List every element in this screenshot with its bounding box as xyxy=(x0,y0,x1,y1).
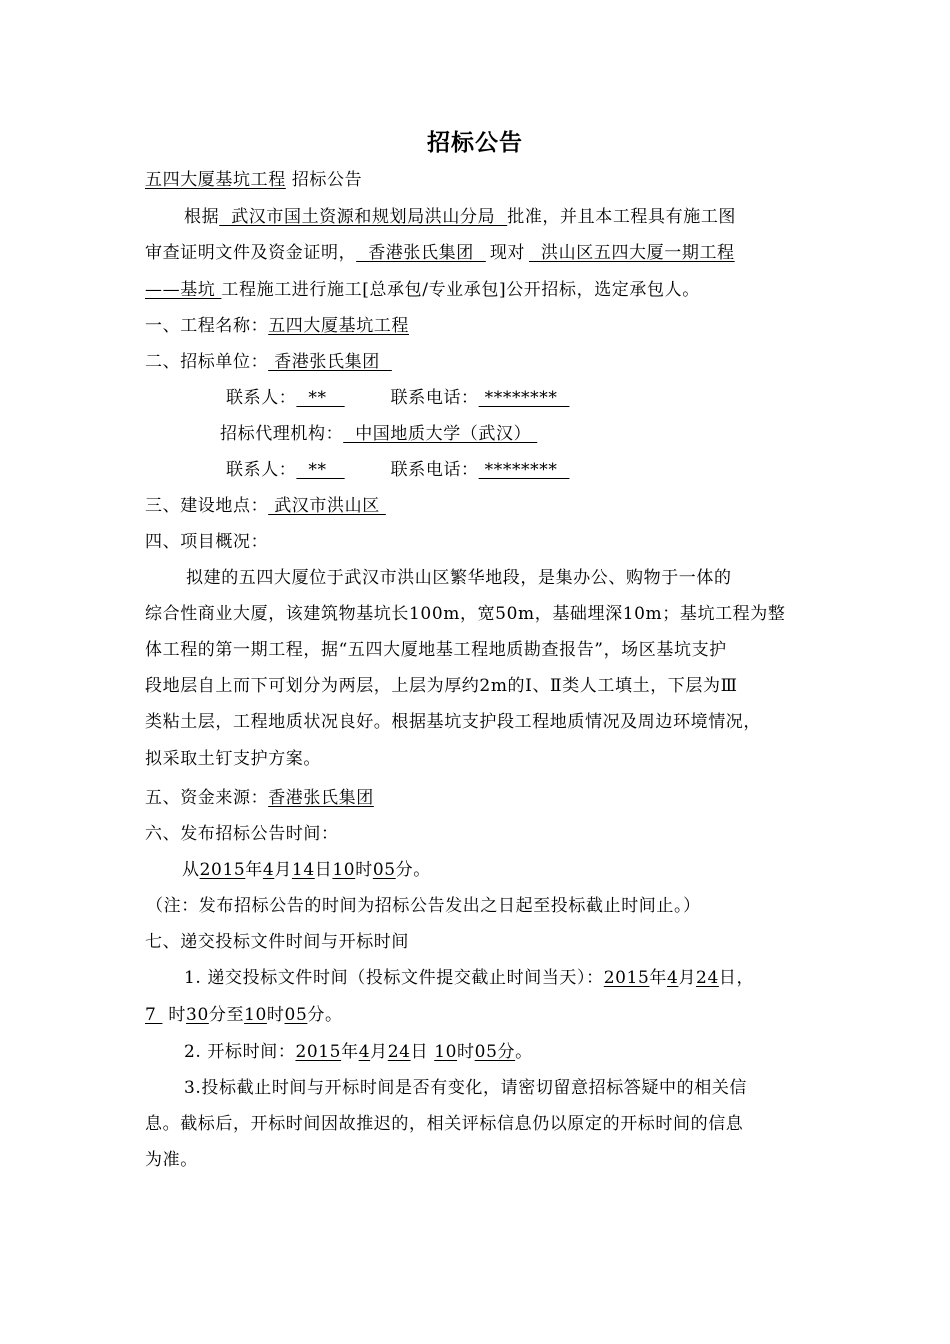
text-fragment: 05 xyxy=(474,1042,498,1062)
text-fragment: 分至 xyxy=(208,1005,245,1025)
submission-time-line-2 xyxy=(145,1003,343,1027)
text-fragment: 2015 xyxy=(295,1042,342,1062)
section-3 xyxy=(145,494,386,518)
section-label: 五、资金来源： xyxy=(145,788,269,808)
text-fragment: 2015 xyxy=(603,968,650,988)
text-fragment: 05 xyxy=(284,1005,308,1025)
location-value: 武汉市洪山区 xyxy=(268,496,386,516)
phone-label: 联系电话： xyxy=(390,388,479,408)
change-note-line: 息。截标后，开标时间因故推迟的，相关评标信息仍以原定的开标时间的信息 xyxy=(145,1114,744,1134)
contact-line-2 xyxy=(226,458,569,482)
approver: 武汉市国土资源和规划局洪山分局 xyxy=(219,207,508,227)
heading-suffix: 招标公告 xyxy=(285,170,363,190)
text-fragment: 05 xyxy=(372,860,396,880)
text-fragment: 24 xyxy=(387,1042,411,1062)
text-fragment: 24 xyxy=(696,968,719,988)
overview-line: 拟采取土钉支护方案。 xyxy=(145,749,321,769)
overview-line: 体工程的第一期工程，据“五四大厦地基工程地质勘查报告”，场区基坑支护 xyxy=(145,640,727,660)
section-2 xyxy=(145,350,392,374)
text-fragment: 。 xyxy=(515,1042,533,1062)
section-label: 七、递交投标文件时间与开标时间 xyxy=(145,932,409,952)
project-title-value: 五四大厦基坑工程 xyxy=(268,316,410,336)
text-fragment: 月 xyxy=(274,860,292,880)
phone-value: ******** xyxy=(478,460,570,480)
section-6 xyxy=(145,822,339,846)
text-fragment: 月 xyxy=(370,1042,388,1062)
change-note-line: 为准。 xyxy=(145,1150,198,1170)
text-fragment: 4 xyxy=(262,860,275,880)
overview-line: 类粘土层，工程地质状况良好。根据基坑支护段工程地质情况及周边环境情况， xyxy=(145,712,761,732)
owner: 香港张氏集团 xyxy=(356,243,486,263)
intro-text: 现对 xyxy=(489,243,526,263)
contact-line-1 xyxy=(226,386,569,410)
intro-line-1 xyxy=(184,205,736,229)
overview-line: 段地层自上而下可划分为两层，上层为厚约2m的Ⅰ、Ⅱ类人工填土，下层为Ⅲ xyxy=(145,676,738,696)
intro-text: 根据 xyxy=(184,207,220,227)
intro-line-2 xyxy=(145,241,735,265)
project-name: 五四大厦基坑工程 xyxy=(145,170,286,190)
intro-text: 审查证明文件及资金证明， xyxy=(145,243,357,263)
section-4 xyxy=(145,530,268,554)
text-fragment: 分。 xyxy=(395,860,431,880)
tenderer-value: 香港张氏集团 xyxy=(268,352,392,372)
intro-text: 工程施工进行施工[总承包/专业承包]公开招标，选定承包人。 xyxy=(221,280,700,300)
section-label: 三、建设地点： xyxy=(145,496,269,516)
heading-line xyxy=(145,168,362,192)
section-label: 一、工程名称： xyxy=(145,316,269,336)
text-fragment: 10 xyxy=(244,1005,267,1025)
text-fragment: 30 xyxy=(186,1005,209,1025)
text-fragment: 1. 递交投标文件时间（投标文件提交截止时间当天）： xyxy=(184,968,604,988)
overview-line: 拟建的五四大厦位于武汉市洪山区繁华地段，是集办公、购物于一体的 xyxy=(186,568,732,588)
text-fragment: 10 xyxy=(332,860,356,880)
text-fragment: 年 xyxy=(341,1042,359,1062)
phone-label: 联系电话： xyxy=(390,460,479,480)
text-fragment: 时 xyxy=(457,1042,475,1062)
text-fragment: 2. 开标时间： xyxy=(184,1042,296,1062)
section-1 xyxy=(145,314,409,338)
intro-text: 批准，并且本工程具有施工图 xyxy=(507,207,737,227)
contact-value: ** xyxy=(296,460,345,480)
section-label: 六、发布招标公告时间： xyxy=(145,824,339,844)
text-fragment: 4 xyxy=(667,968,679,988)
contact-label: 联系人： xyxy=(226,460,297,480)
text-fragment: 分。 xyxy=(307,1005,343,1025)
agent-label: 招标代理机构： xyxy=(220,424,344,444)
change-note-line: 3.投标截止时间与开标时间是否有变化，请密切留意招标答疑中的相关信 xyxy=(184,1078,748,1098)
text-fragment: 日 xyxy=(314,860,333,880)
agent-line xyxy=(220,422,537,446)
intro-line-3 xyxy=(145,278,700,302)
opening-time xyxy=(184,1040,533,1064)
text-fragment: 7 xyxy=(145,1005,163,1025)
text-fragment: 2015 xyxy=(199,860,246,880)
text-fragment: 14 xyxy=(291,860,315,880)
agent-value: 中国地质大学（武汉） xyxy=(343,424,538,444)
text-fragment: 月 xyxy=(678,968,697,988)
text-fragment: 时 xyxy=(266,1005,285,1025)
text-fragment: 时 xyxy=(355,860,373,880)
text-fragment: 从 xyxy=(182,860,200,880)
submission-time-line-1 xyxy=(184,966,754,990)
overview-line: 综合性商业大厦，该建筑物基坑长100m，宽50m，基础埋深10m；基坑工程为整 xyxy=(145,604,786,624)
section-label: 二、招标单位： xyxy=(145,352,269,372)
text-fragment: 年 xyxy=(649,968,668,988)
text-fragment: 日， xyxy=(718,968,755,988)
page-title: 招标公告 xyxy=(427,130,523,156)
section-label: 四、项目概况： xyxy=(145,532,269,552)
section-7 xyxy=(145,930,409,954)
text-fragment: 日 xyxy=(410,1042,435,1062)
text-fragment: 分 xyxy=(497,1042,516,1062)
publish-time xyxy=(182,858,431,882)
section-5 xyxy=(145,786,374,810)
text-fragment: 4 xyxy=(358,1042,371,1062)
text-fragment: 时 xyxy=(162,1005,187,1025)
contact-value: ** xyxy=(296,388,345,408)
contact-label: 联系人： xyxy=(226,388,297,408)
tender-project: 洪山区五四大厦一期工程 xyxy=(529,243,735,263)
text-fragment: 10 xyxy=(434,1042,458,1062)
phone-value: ******** xyxy=(478,388,570,408)
text-fragment: 年 xyxy=(245,860,263,880)
tender-project-cont: ——基坑 xyxy=(145,280,222,300)
funding-value: 香港张氏集团 xyxy=(268,788,374,808)
publish-note: （注：发布招标公告的时间为招标公告发出之日起至投标截止时间止。） xyxy=(146,896,701,916)
